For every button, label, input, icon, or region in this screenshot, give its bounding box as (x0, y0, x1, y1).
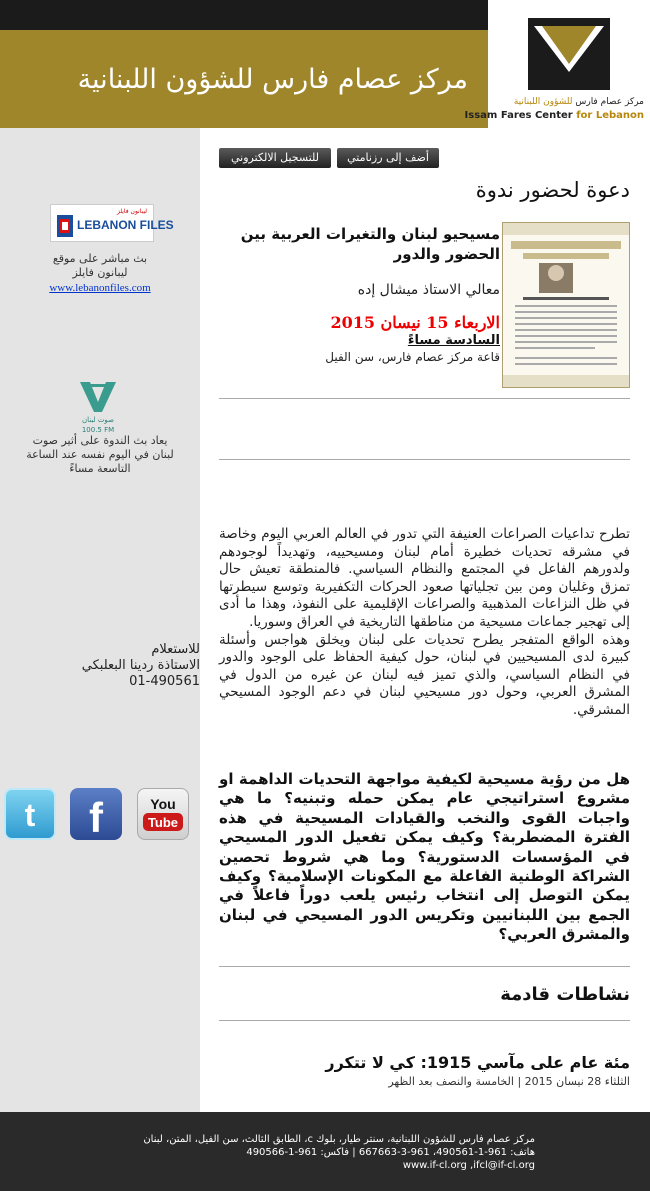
svg-text:f: f (89, 794, 103, 840)
invitation-title: دعوة لحضور ندوة (475, 178, 630, 202)
divider (219, 966, 630, 967)
event-time: السادسة مساءً (407, 333, 500, 348)
footer (0, 1112, 650, 1191)
event-questions: هل من رؤية مسيحية لكيفية مواجهة التحديات الداهمة او مشروع استراتيجي عام يمكن حمله وتبنيه؟ ما هي واجبات القوى والنخب والقيادات المسيحية في هذه الفترة المضطربة؟ وكيف يمكن تفعيل الدور المسيحي في المؤسسات الدستورية؟ وما هي شروط تحصين الشراكة الوطنية الفاعلة مع المكونات الإسلامية؟ وكيف يمكن التوصل إلى انتخاب رئيس يلعب دوراً فاعلاً في الجمع بين اللبنانيين وتكريس الدور المسيحي في لبنان والمشرق العربي؟ (219, 770, 630, 944)
event-description (219, 526, 630, 720)
footer-address: مركز عصام فارس للشؤون اللبنانية، سنتر طيار، بلوك c، الطابق الثالث، سن الفيل، المتن، لبنان (143, 1134, 535, 1145)
lebanonfiles-line2: ليبانون فايلز (72, 266, 128, 279)
lebanonfiles-mark-icon (57, 215, 73, 237)
divider (219, 459, 630, 460)
youtube-icon[interactable] (137, 788, 189, 840)
svg-text:You: You (150, 796, 176, 812)
radio-line3: التاسعة مساءً (69, 462, 131, 475)
logo-arabic-text: مركز عصام فارس للشؤون اللبنانية (513, 97, 644, 107)
event-title: مسيحيو لبنان والتغيرات العربية بين الحضور والدور (240, 225, 500, 263)
upcoming-event-title[interactable]: مئة عام على مآسي 1915: كي لا تتكرر (325, 1053, 630, 1072)
lebanonfiles-logo[interactable] (50, 204, 174, 242)
twitter-icon[interactable] (4, 788, 56, 840)
divider (219, 1020, 630, 1021)
upcoming-activities-title: نشاطات قادمة (500, 984, 630, 1005)
event-speaker: معالي الاستاذ ميشال إده (357, 282, 500, 298)
logo-english-text: Issam Fares Center for Lebanon (464, 110, 644, 121)
description-paragraph-2: وهذه الواقع المتفجر يطرح تحديات على لبنان ويخلق هواجس وأسئلة كبيرة لدى المسيحيين في لبنان، حول كيفية الحفاظ على الوجود والدور في النظام السياسي، والذي تميز فيه لبنان عن غيره من الدول في المشرق العربي، وحول دور مسيحيي لبنان في دعم الوجود المسيحي المشرقي. (219, 631, 630, 718)
event-flyer-thumbnail[interactable] (502, 222, 630, 388)
logo-mark-icon (528, 18, 610, 90)
add-to-calendar-button[interactable]: أضف إلى رزنامتي (337, 148, 439, 168)
logo[interactable] (464, 0, 650, 128)
radio-logo-name: صوت لبنان (81, 416, 115, 424)
event-date: الاربعاء 15 نيسان 2015 (330, 313, 500, 332)
lebanonfiles-link[interactable]: www.lebanonfiles.com (49, 282, 151, 294)
svg-text:t: t (24, 797, 36, 833)
radio-line2: لبنان في اليوم نفسه عند الساعة (26, 448, 174, 461)
facebook-icon[interactable] (70, 788, 122, 840)
footer-web[interactable]: www.if-cl.org ,ifcl@if-cl.org (402, 1160, 535, 1171)
lebanonfiles-logo-text: LEBANON FILES (77, 218, 174, 232)
lebanonfiles-line1: بث مباشر على موقع (52, 252, 148, 265)
contact-name: الاستاذة ردينا البعلبكي (81, 658, 200, 673)
radio-logo-frequency: 100.5 FM (81, 426, 115, 434)
contact-phone: 01-490561 (129, 674, 200, 689)
header-top-bar (0, 0, 488, 30)
svg-text:Tube: Tube (147, 815, 179, 830)
upcoming-event-date: الثلثاء 28 نيسان 2015 | الخامسة والنصف بعد الظهر (388, 1075, 630, 1088)
lebanonfiles-logo-arabic: ليبانون فايلز (116, 208, 147, 215)
divider (219, 398, 630, 399)
header-title: مركز عصام فارس للشؤون اللبنانية (77, 64, 468, 95)
footer-phones: هاتف: 961-1-490561، 961-3-667663 | فاكس: 961-1-490566 (246, 1147, 535, 1158)
radio-line1: يعاد بث الندوة على أثير صوت (32, 434, 168, 447)
contact-info (20, 642, 200, 690)
sidebar (0, 128, 200, 1112)
online-registration-button[interactable]: للتسجيل الالكتروني (219, 148, 331, 168)
description-paragraph-1: تطرح تداعيات الصراعات العنيفة التي تدور في العالم العربي اليوم وخاصة في مشرقه تحديات خطيرة أمام لبنان ومسيحييه، وتهديداً لوجودهم ولدورهم الفاعل في المجتمع والنظام السياسي. فالمنطقة تعيش حال تمزق وغليان ومن بين تجلياتها صعود الحركات التكفيرية وتوسع سيطرتها في ظل النزاعات المذهبية والصراعات الإقليمية على النفوذ، وهذا ما أدى إلى تهجير جماعات مسيحية من مناطقها التاريخية في العراق وسوريا. (219, 526, 630, 630)
contact-label: للاستعلام (151, 642, 200, 657)
event-venue: قاعة مركز عصام فارس، سن الفيل (325, 350, 500, 364)
voice-of-lebanon-logo-icon[interactable] (76, 376, 120, 434)
header-band (0, 30, 488, 128)
